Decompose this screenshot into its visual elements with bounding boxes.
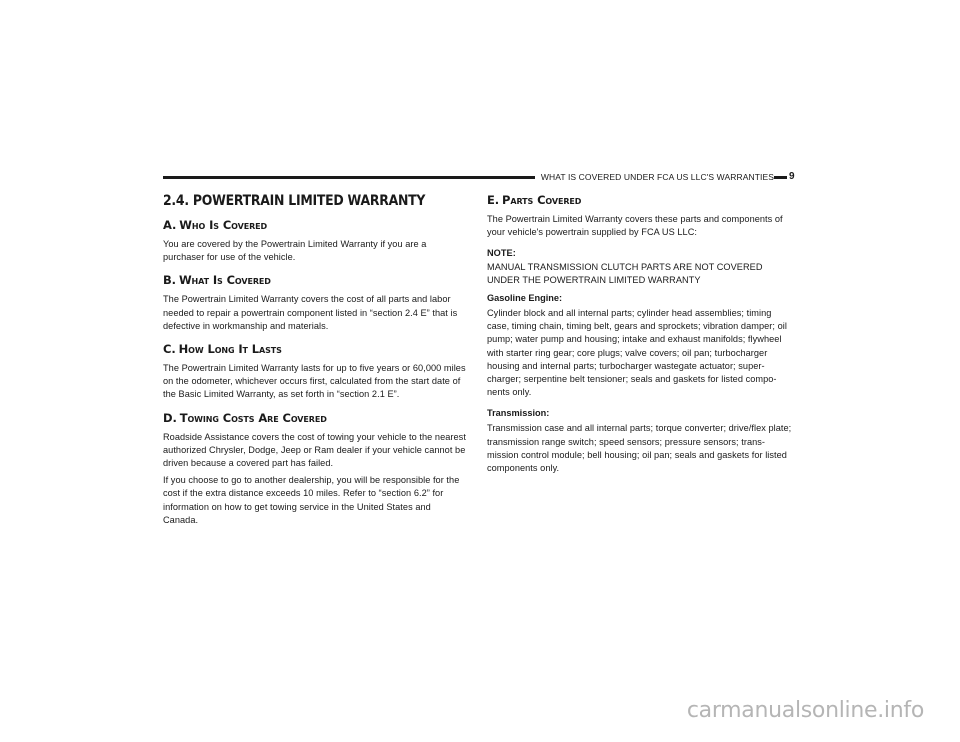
subheading-who-is-covered [163,218,468,232]
subheading-parts-covered [487,193,792,207]
paragraph-who-is-covered: You are covered by the Powertrain Limited Warranty if you are a purchaser for use of the vehicle. [163,239,427,263]
subheading-letter: B. [163,273,176,288]
subheading-letter: A. [163,218,177,232]
paragraph-towing-2: If you choose to go to another dealership, you will be responsible for the cost if the extra distance exceeds 10 miles. Refer to “section 6.2” for information on how to get towing service in the United States and Canada. [163,475,460,525]
section-title: 2.4. POWERTRAIN LIMITED WARRANTY [163,193,426,209]
paragraph-transmission: Transmission case and all internal parts; torque converter; drive/flex plate; transmission range switch; speed sensors; pressure sensors; trans-mission control module; bell housing; oil pan; seals and gaskets for listed components only. [487,423,792,474]
subheading-text: Who Is Covered [179,218,268,232]
paragraph-what-is-covered: The Powertrain Limited Warranty covers the cost of all parts and labor needed to repair a powertrain component listed in “section 2.4 E” that is defective in workmanship and materials. [163,294,458,331]
subheading-text: How Long It Lasts [178,342,282,357]
subheading-text: Towing Costs Are Covered [179,410,327,425]
subheading-what-is-covered [163,273,468,287]
subheading-text: What Is Covered [178,273,271,288]
subheading-letter: D. [163,410,177,425]
running-header: WHAT IS COVERED UNDER FCA US LLC'S WARRANTIES [535,172,774,182]
note-text: MANUAL TRANSMISSION CLUTCH PARTS ARE NOT COVERED UNDER THE POWERTRAIN LIMITED WARRANTY [487,261,763,285]
transmission-label: Transmission: [487,408,550,419]
subheading-letter: C. [163,342,176,357]
subheading-how-long-it-lasts [163,342,468,356]
page-number: 9 [789,171,795,182]
note-block [487,247,792,287]
subheading-text: Parts Covered [502,193,582,207]
paragraph-how-long-it-lasts: The Powertrain Limited Warranty lasts for up to five years or 60,000 miles on the odometer, whichever occurs first, calculated from the start date of the Basic Limited Warranty, as set forth in “section 2.1 E”. [163,363,466,400]
right-column [487,193,792,479]
paragraph-towing-1: Roadside Assistance covers the cost of towing your vehicle to the nearest authorized Chrysler, Dodge, Jeep or Ram dealer if your vehicle cannot be driven because a covered part has failed. [163,431,466,469]
gasoline-engine-label: Gasoline Engine: [487,293,563,304]
subheading-towing-costs [163,411,468,425]
paragraph-gasoline-engine: Cylinder block and all internal parts; cylinder head assemblies; timing case, timing chain, timing belt, gears and sprockets; vibration damper; oil pump; water pump and housing; intake and exhaust manifolds; flywheel with starter ring gear; core plugs; valve covers; oil pan; turbocharger housing and internal parts; turbocharger wastegate actuator; super-charger; serpentine belt tensioner; seals and gaskets for listed compo-nents only. [487,308,787,398]
left-column [163,193,468,531]
paragraph-parts-intro: The Powertrain Limited Warranty covers these parts and components of your vehicle's powertrain supplied by FCA US LLC: [487,214,783,238]
note-label: NOTE: [487,248,516,259]
watermark: carmanualsonline.info [686,698,924,723]
subheading-letter: E. [487,193,500,207]
